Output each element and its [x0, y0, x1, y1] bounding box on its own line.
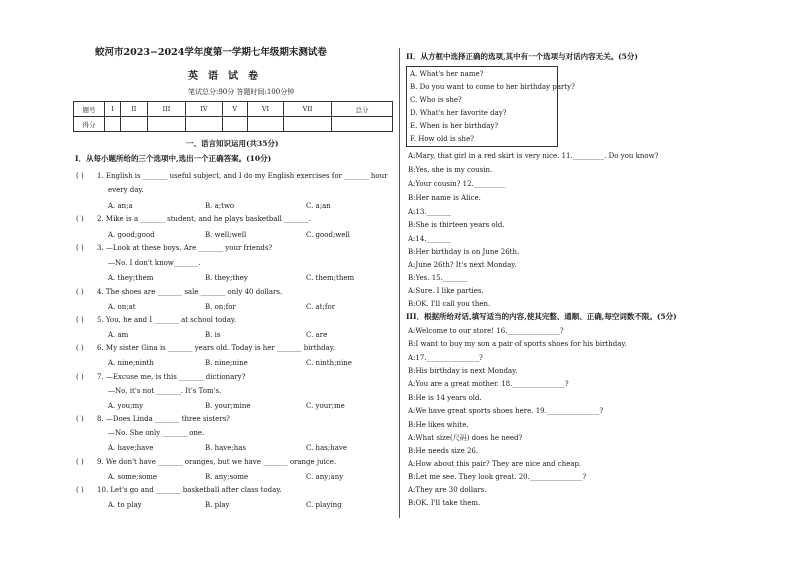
option-c[interactable]: C. ninth;nine — [306, 359, 352, 367]
question-stem: 5. You, he and I _______ at school today. — [97, 316, 237, 324]
score-input-cell[interactable] — [120, 117, 147, 132]
option-b[interactable]: B. is — [205, 331, 221, 339]
score-input-cell[interactable] — [222, 117, 247, 132]
answer-paren[interactable]: ( ) — [76, 486, 84, 494]
score-cell: 得分 — [74, 117, 105, 132]
dialogue-line: A:You are a great mother. 18._______________? — [408, 380, 569, 388]
option-c[interactable]: C. them;them — [306, 274, 355, 282]
part3-title: III．根据所给对话,填写适当的内容,使其完整、通顺、正确,每空词数不限。(5分) — [406, 312, 677, 321]
part1-title: 一、语言知识运用(共35分) — [186, 139, 279, 148]
dialogue-line: A:17._______________? — [408, 354, 483, 362]
exam-info: 笔试总分:90分 答题时间:100分钟 — [188, 88, 295, 96]
dialogue-line: A:14._______ — [408, 235, 452, 243]
answer-paren[interactable]: ( ) — [76, 415, 84, 423]
column-divider — [399, 48, 400, 518]
option-b[interactable]: B. play — [205, 501, 230, 509]
option-b[interactable]: B. on;for — [205, 303, 236, 311]
dialogue-line: B:I want to buy my son a pair of sports shoes for his birthday. — [408, 340, 627, 348]
answer-paren[interactable]: ( ) — [76, 373, 84, 381]
option-c[interactable]: C. at;for — [306, 303, 336, 311]
dialogue-line: B:Let me see. They look great. 20._______________? — [408, 473, 587, 481]
option-b[interactable]: B. any;some — [205, 473, 249, 481]
answer-paren[interactable]: ( ) — [76, 244, 84, 252]
score-input-cell[interactable] — [284, 117, 332, 132]
score-table-score-row — [74, 117, 393, 132]
question-stem: 3. —Look at these boys. Are _______ your friends? — [97, 244, 273, 252]
score-input-cell[interactable] — [105, 117, 121, 132]
dialogue-line: B:Her birthday is on June 26th. — [408, 248, 520, 256]
question-stem: 1. English is _______ useful subject, and I do my English exercises for _______ hour — [97, 172, 388, 180]
dialogue-line: A:They are 30 dollars. — [408, 486, 487, 494]
dialogue-line: B:OK. I'll call you then. — [408, 300, 491, 308]
score-table-header-row — [74, 102, 393, 117]
score-cell: IV — [186, 102, 222, 117]
box-option: F. How old is she? — [410, 135, 474, 143]
option-a[interactable]: A. an;a — [108, 202, 133, 210]
option-a[interactable]: A. you;my — [108, 402, 144, 410]
question-stem: 6. My sister Gina is _______ years old. Today is her _______ birthday. — [97, 344, 336, 352]
answer-paren[interactable]: ( ) — [76, 288, 84, 296]
dialogue-line: B:OK. I'll take them. — [408, 499, 481, 507]
dialogue-line: B:He likes white. — [408, 421, 469, 429]
question-stem: 2. Mike is a _______ student, and he plays basketball _______. — [97, 215, 311, 223]
dialogue-line: A:We have great sports shoes here. 19._______________? — [408, 407, 604, 415]
dialogue-line: A:Welcome to our store! 16._______________? — [408, 327, 564, 335]
dialogue-line: B:Yes, she is my cousin. — [408, 166, 493, 174]
dialogue-line: B:She is thirteen years old. — [408, 221, 505, 229]
box-option: C. Who is she? — [410, 96, 462, 104]
score-cell: I — [105, 102, 121, 117]
question-continuation: —No. She only _______ one. — [108, 429, 205, 437]
score-cell: VII — [284, 102, 332, 117]
option-b[interactable]: B. a;two — [205, 202, 235, 210]
question-continuation: —No, it's not _______. It's Tom's. — [108, 387, 222, 395]
score-cell: 题号 — [74, 102, 105, 117]
question-stem: 7. —Excuse me, is this _______ dictionary? — [97, 373, 246, 381]
question-continuation: every day. — [108, 186, 144, 194]
option-b[interactable]: B. they;they — [205, 274, 248, 282]
option-c[interactable]: C. playing — [306, 501, 342, 509]
dialogue-line: B:He is 14 years old. — [408, 394, 482, 402]
question-stem: 8. —Does Linda _______ three sisters? — [97, 415, 230, 423]
dialogue-line: B:Her name is Alice. — [408, 194, 481, 202]
option-b[interactable]: B. nine;nine — [205, 359, 248, 367]
score-input-cell[interactable] — [147, 117, 185, 132]
dialogue-line: B:His birthday is next Monday. — [408, 367, 518, 375]
exam-title: 蛟河市2023−2024学年度第一学期七年级期末测试卷 — [95, 47, 327, 58]
question-stem: 9. We don't have _______ oranges, but we have _______ orange juice. — [97, 458, 337, 466]
option-a[interactable]: A. some;some — [108, 473, 158, 481]
dialogue-line: A:What size(尺码) does he need? — [408, 434, 523, 442]
dialogue-line: B:He needs size 26. — [408, 447, 479, 455]
dialogue-line: B:Yes. 15._______ — [408, 274, 468, 282]
score-input-cell[interactable] — [186, 117, 222, 132]
dialogue-line: A:Mary, that girl in a red skirt is very nice. 11._________. Do you know? — [408, 152, 659, 160]
dialogue-line: A:How about this pair? They are nice and cheap. — [408, 460, 582, 468]
box-option: E. When is her birthday? — [410, 122, 499, 130]
exam-subtitle: 英语试卷 — [188, 71, 268, 82]
option-b[interactable]: B. well;well — [205, 231, 247, 239]
options-box — [406, 66, 575, 147]
option-c[interactable]: C. a;an — [306, 202, 331, 210]
option-a[interactable]: A. on;at — [108, 303, 136, 311]
answer-paren[interactable]: ( ) — [76, 458, 84, 466]
option-a[interactable]: A. good;good — [108, 231, 155, 239]
box-option: A. What's her name? — [410, 70, 484, 78]
option-c[interactable]: C. your;me — [306, 402, 345, 410]
score-cell: 总分 — [332, 102, 393, 117]
dialogue-line: A:Sure. I like parties. — [408, 287, 484, 295]
option-a[interactable]: A. they;them — [108, 274, 154, 282]
dialogue-line: A:Your cousin? 12._________ — [408, 180, 506, 188]
option-c[interactable]: C. has;have — [306, 444, 347, 452]
dialogue-line: A:13._______ — [408, 208, 452, 216]
option-a[interactable]: A. have;have — [108, 444, 154, 452]
score-cell: VI — [247, 102, 283, 117]
option-b[interactable]: B. your;mine — [205, 402, 251, 410]
answer-paren[interactable]: ( ) — [76, 172, 84, 180]
score-input-cell[interactable] — [332, 117, 393, 132]
section1-title: I．从每小题所给的三个选项中,选出一个正确答案。(10分) — [75, 154, 272, 163]
option-c[interactable]: C. good;well — [306, 231, 350, 239]
option-b[interactable]: B. have;has — [205, 444, 247, 452]
score-cell: V — [222, 102, 247, 117]
dialogue-line: A:June 26th? It's next Monday. — [408, 261, 517, 269]
option-c[interactable]: C. are — [306, 331, 328, 339]
option-a[interactable]: A. to play — [108, 501, 142, 509]
question-stem: 10. Let's go and _______ basketball after class today. — [97, 486, 282, 494]
score-input-cell[interactable] — [247, 117, 283, 132]
option-a[interactable]: A. am — [108, 331, 129, 339]
box-option: B. Do you want to come to her birthday party? — [410, 83, 575, 91]
score-table — [73, 101, 393, 132]
answer-paren[interactable]: ( ) — [76, 316, 84, 324]
question-continuation: —No. I don't know_______. — [108, 259, 201, 267]
question-stem: 4. The shoes are _______ sale _______ only 40 dollars. — [97, 288, 283, 296]
answer-paren[interactable]: ( ) — [76, 344, 84, 352]
answer-paren[interactable]: ( ) — [76, 215, 84, 223]
score-cell: II — [120, 102, 147, 117]
box-option: D. What's her favorite day? — [410, 109, 507, 117]
option-a[interactable]: A. nine;ninth — [108, 359, 154, 367]
score-cell: III — [147, 102, 185, 117]
part2-title: II．从方框中选择正确的选项,其中有一个选项与对话内容无关。(5分) — [406, 52, 638, 61]
option-c[interactable]: C. any;any — [306, 473, 344, 481]
